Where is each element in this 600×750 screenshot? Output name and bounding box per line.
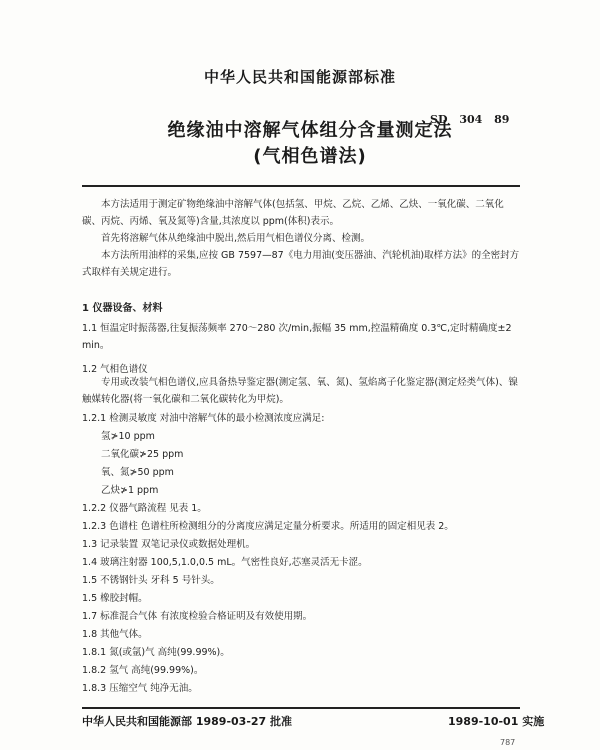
item-1-1: 1.1 恒温定时振荡器,往复振荡频率 270～280 次/min,振幅 35 mm,控温精确度 0.3℃,定时精确度±2 min。 xyxy=(82,323,512,351)
item-1-8-3: 1.8.3 压缩空气 纯净无油。 xyxy=(82,683,198,694)
effective-date: 1989-10-01 实施 xyxy=(448,715,545,728)
item-1-5a: 1.5 不锈钢针头 牙科 5 号针头。 xyxy=(82,575,220,586)
item-1-2-1: 1.2.1 检测灵敏度 对油中溶解气体的最小检测浓度应满足: xyxy=(82,413,325,424)
item-1-4: 1.4 玻璃注射器 100,5,1.0,0.5 mL。气密性良好,芯塞灵活无卡涩。 xyxy=(82,557,368,568)
item-1-8-2: 1.8.2 氢气 高纯(99.99%)。 xyxy=(82,665,204,676)
item-1-2-3: 1.2.3 色谱柱 色谱柱所检测组分的分离度应满足定量分析要求。所适用的固定相见表 2。 xyxy=(82,521,454,532)
top-divider xyxy=(82,185,520,187)
item-1-3: 1.3 记录装置 双笔记录仪或数据处理机。 xyxy=(82,539,256,550)
approval-statement: 中华人民共和国能源部 1989-03-27 批准 xyxy=(82,715,293,728)
item-1-7: 1.7 标准混合气体 有浓度检验合格证明及有效使用期。 xyxy=(82,611,313,622)
document-title: 绝缘油中溶解气体组分含量测定法 xyxy=(167,120,453,141)
document-subtitle: (气相色谱法) xyxy=(253,146,367,167)
item-1-5b: 1.5 橡胶封帽。 xyxy=(82,593,148,604)
item-1-2-2: 1.2.2 仪器气路流程 见表 1。 xyxy=(82,503,207,514)
standard-code: SD 304 89 xyxy=(430,113,510,126)
item-1-2-text: 专用或改装气相色谱仪,应具备热导鉴定器(测定氢、氧、氮)、氢焰离子化鉴定器(测定烃类气体)、镍触媒转化器(将一氧化碳和二氧化碳转化为甲烷)。 xyxy=(82,377,518,405)
section-heading: 1 仪器设备、材料 xyxy=(82,303,163,314)
intro-paragraph-2: 首先将溶解气体从绝缘油中脱出,然后用气相色谱仪分离、检测。 xyxy=(101,233,371,244)
sensitivity-hydrogen: 氢≯10 ppm xyxy=(101,431,155,442)
sensitivity-acetylene: 乙炔≯1 ppm xyxy=(101,485,159,496)
item-1-8-1: 1.8.1 氮(或氩)气 高纯(99.99%)。 xyxy=(82,647,230,658)
sensitivity-co2: 二氧化碳≯25 ppm xyxy=(101,449,184,460)
sensitivity-oxygen-nitrogen: 氧、氮≯50 ppm xyxy=(101,467,174,478)
issuing-organization: 中华人民共和国能源部标准 xyxy=(203,68,396,86)
intro-paragraph-1: 本方法适用于测定矿物绝缘油中溶解气体(包括氢、甲烷、乙烷、乙烯、乙炔、一氧化碳、二氧化碳、丙烷、丙烯、氧及氮等)含量,其浓度以 ppm(体积)表示。 xyxy=(82,199,504,227)
page-number: 787 xyxy=(500,738,516,747)
item-1-8: 1.8 其他气体。 xyxy=(82,629,148,640)
intro-paragraph-3: 本方法所用油样的采集,应按 GB 7597—87《电力用油(变压器油、汽轮机油)取样方法》的全密封方式取样有关规定进行。 xyxy=(82,250,520,278)
bottom-divider xyxy=(82,707,520,709)
item-1-2: 1.2 气相色谱仪 xyxy=(82,364,148,375)
